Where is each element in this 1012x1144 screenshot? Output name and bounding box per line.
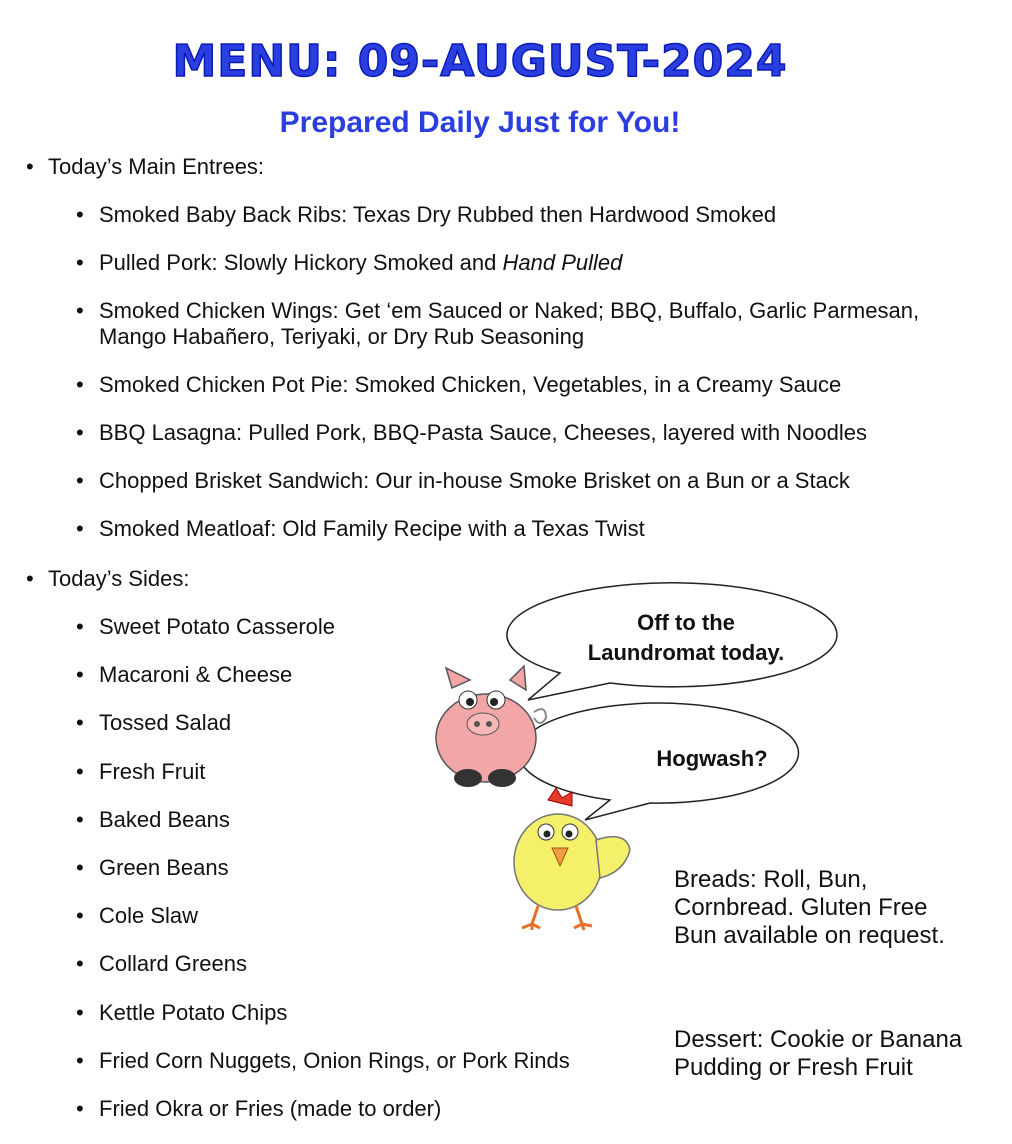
- page-subtitle: Prepared Daily Just for You!: [279, 106, 681, 139]
- chicken-speech-text: Hogwash?: [656, 746, 768, 771]
- dessert-note: Dessert: Cookie or Banana Pudding or Fresh Fruit: [674, 1026, 963, 1081]
- list-item: • Smoked Baby Back Ribs: Texas Dry Rubbed then Hardwood Smoked: [76, 202, 936, 228]
- sides-heading: • Today’s Sides:: [26, 566, 190, 591]
- sides-heading-label: Today’s Sides:: [48, 566, 190, 591]
- list-item: • Fried Okra or Fries (made to order): [76, 1096, 636, 1122]
- list-item: • Collard Greens: [76, 951, 636, 977]
- list-item: • Chopped Brisket Sandwich: Our in-house Smoke Brisket on a Bun or a Stack: [76, 468, 936, 494]
- breads-note: Breads: Roll, Bun, Cornbread. Gluten Free Bun available on request.: [674, 866, 945, 949]
- pig-speech-text: Off to the Laundromat today.: [587, 610, 785, 665]
- list-item: • Cole Slaw: [76, 903, 636, 929]
- list-item: • Fried Corn Nuggets, Onion Rings, or Pork Rinds: [76, 1048, 636, 1074]
- list-item: • Smoked Meatloaf: Old Family Recipe with a Texas Twist: [76, 516, 936, 542]
- list-item: • Smoked Chicken Pot Pie: Smoked Chicken, Vegetables, in a Creamy Sauce: [76, 372, 936, 398]
- list-item: • Smoked Chicken Wings: Get ‘em Sauced or Naked; BBQ, Buffalo, Garlic Parmesan, Mango Habañero, Teriyaki, or Dry Rub Seasoning: [76, 298, 936, 350]
- entrees-heading-label: Today’s Main Entrees:: [48, 154, 265, 179]
- emphasis-text: Hand Pulled: [502, 250, 623, 275]
- page-title: MENU: 09-AUGUST-2024: [172, 36, 788, 87]
- list-item: • Fresh Fruit: [76, 759, 636, 785]
- list-item: • BBQ Lasagna: Pulled Pork, BBQ-Pasta Sauce, Cheeses, layered with Noodles: [76, 420, 936, 446]
- entrees-heading: • Today’s Main Entrees:: [26, 154, 265, 179]
- list-item: • Kettle Potato Chips: [76, 1000, 636, 1026]
- list-item: • Sweet Potato Casserole: [76, 614, 636, 640]
- list-item: • Macaroni & Cheese: [76, 662, 636, 688]
- list-item: • Baked Beans: [76, 807, 636, 833]
- list-item: • Pulled Pork: Slowly Hickory Smoked and Hand Pulled: [76, 250, 936, 276]
- list-item: • Tossed Salad: [76, 710, 636, 736]
- list-item: • Green Beans: [76, 855, 636, 881]
